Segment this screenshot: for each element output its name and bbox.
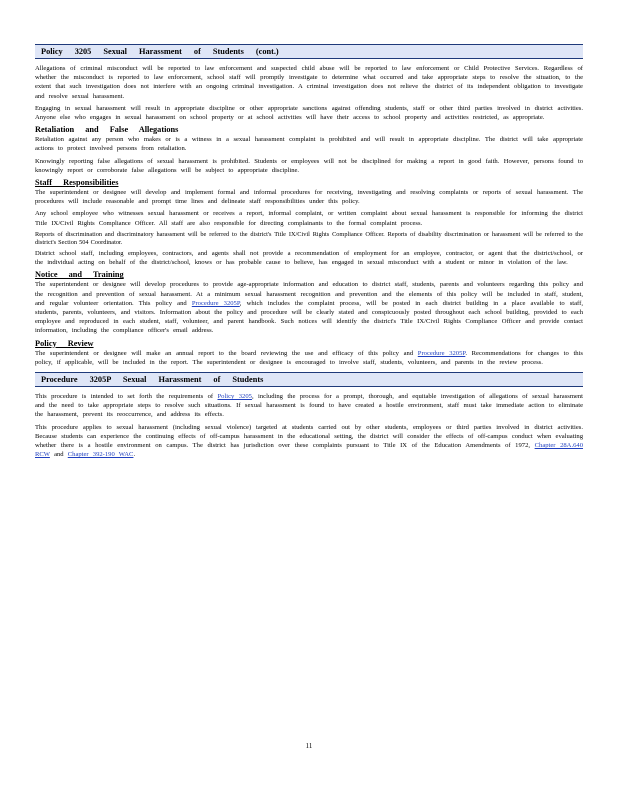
paragraph-discipline: Engaging in sexual harassment will result in appropriate discipline or other appropriate sanctions against offending students, staff or other third parties involved in district activities. Anyone else who engages in sexual harassment on school property or at school activities will have their access to school property and activities restricted, as appropriate. [35, 104, 583, 122]
paragraph-review: The superintendent or designee will make an annual report to the board reviewing the use and efficacy of this policy and Procedure 3205P. Recommendations for changes to this policy, if applicable, will be included in the report. The superintendent or designee is encouraged to involve staff, students, volunteers, and parents in the review process. [35, 349, 583, 366]
document-page [35, 44, 583, 462]
paragraph-staff-procedures: The superintendent or designee will develop and implement formal and informal procedures for receiving, investigating and resolving complaints or reports of sexual harassment. The procedures will include reasonable and prompt time lines and delineate staff responsibilities under this policy. [35, 189, 583, 206]
procedure-3205p-link[interactable]: Procedure 3205P [191, 299, 240, 307]
policy-3205-link[interactable]: Policy 3205 [217, 393, 252, 401]
paragraph-false-allegations: Knowingly reporting false allegations of sexual harassment is prohibited. Students or employees will not be disciplined for making a report in good faith. However, persons found to knowingly report or corroborate false allegations will be subject to appropriate discipline. [35, 157, 583, 174]
procedure-3205p-link-review[interactable]: Procedure 3205P [417, 349, 466, 357]
section-header-procedure: Procedure 3205P Sexual Harassment of Students [35, 372, 583, 387]
rcw-link[interactable]: Chapter 28A.640 RCW [35, 442, 583, 459]
paragraph-procedure-intent: This procedure is intended to set forth the requirements of Policy 3205, including the process for a prompt, thorough, and equitable investigation of allegations of sexual harassment and the need to take appropriate steps to resolve such situations. If sexual harassment is found to have created a hostile environment, staff must take immediate action to eliminate the harassment, prevent its reoccurrence, and address its effects. [35, 393, 584, 419]
wac-link[interactable]: Chapter 392-190 WAC [67, 451, 134, 459]
paragraph-procedure-scope: This procedure applies to sexual harassment (including sexual violence) targeted at students carried out by other students, employees or third parties involved in district activities. Because students can experience the continuing effects of off-campus harassment in the educational setting, the district will consider the effects of off-campus conduct when evaluating whether there is a hostile environment on campus. The district has jurisdiction over these complaints pursuant to Title IX of the Education Amendments of 1972, Chapter 28A.640 RCW and Chapter 392-190 WAC. [35, 423, 583, 459]
paragraph-referrals: Reports of discrimination and discriminatory harassment will be referred to the district's Title IX/Civil Rights Compliance Officer. Reports of disability discrimination or harassment will be referred to the district's Section 504 Coordinator. [35, 230, 583, 247]
paragraph-recommendations: District school staff, including employees, contractors, and agents shall not provide a recommendation of employment for an employee, contractor, or agent that the district/school, or the individual acting on behalf of the district/school, knows or has probable cause to believe, has engaged in sexual misconduct with a student or minor in violation of the law. [35, 250, 583, 267]
paragraph-notice: The superintendent or designee will develop procedures to provide age-appropriate information and education to district staff, students, parents and volunteers regarding this policy and the recognition and prevention of sexual harassment. At a minimum sexual harassment recognition and prevention and the elements of this policy will be included in staff, student, and regular volunteer orientation. This policy and Procedure 3205P, which includes the complaint process, will be posted in each district building in a place available to staff, students, parents, volunteers, and visitors. Information about the policy and procedure will be clearly stated and conspicuously posted throughout each school building, provided to each employee and reproduced in each student, staff, volunteer, and parent handbook. Such notices will identify the district's Title IX/Civil Rights Compliance Officer and provide contact information, including the compliance officer's email address. [35, 281, 583, 335]
heading-policy-review: Policy Review [35, 338, 94, 348]
heading-retaliation: Retaliation and False Allegations [35, 125, 179, 135]
heading-staff-responsibilities: Staff Responsibilities [35, 178, 119, 188]
paragraph-retaliation: Retaliation against any person who makes or is a witness in a sexual harassment complaint is prohibited and will result in appropriate discipline. The district will take appropriate actions to protect involved persons from retaliation. [35, 136, 583, 153]
section-header-policy: Policy 3205 Sexual Harassment of Students (cont.) [35, 44, 583, 59]
paragraph-criminal-misconduct: Allegations of criminal misconduct will be reported to law enforcement and suspected child abuse will be reported to law enforcement or Child Protective Services. Regardless of whether the misconduct is reported to law enforcement, school staff will promptly investigate to determine what occurred and take appropriate steps to resolve the situation, to the extent that such investigation does not interfere with an ongoing criminal investigation. A criminal investigation does not relieve the district of its independent obligation to investigate and resolve sexual harassment. [35, 65, 583, 100]
page-number: 11 [305, 742, 313, 750]
heading-notice-training: Notice and Training [35, 270, 124, 280]
paragraph-staff-reporting: Any school employee who witnesses sexual harassment or receives a report, informal complaint, or written complaint about sexual harassment is responsible for informing the district Title IX/Civil Rights Compliance Officer. All staff are also responsible for directing complainants to the formal complaint process. [35, 210, 583, 227]
